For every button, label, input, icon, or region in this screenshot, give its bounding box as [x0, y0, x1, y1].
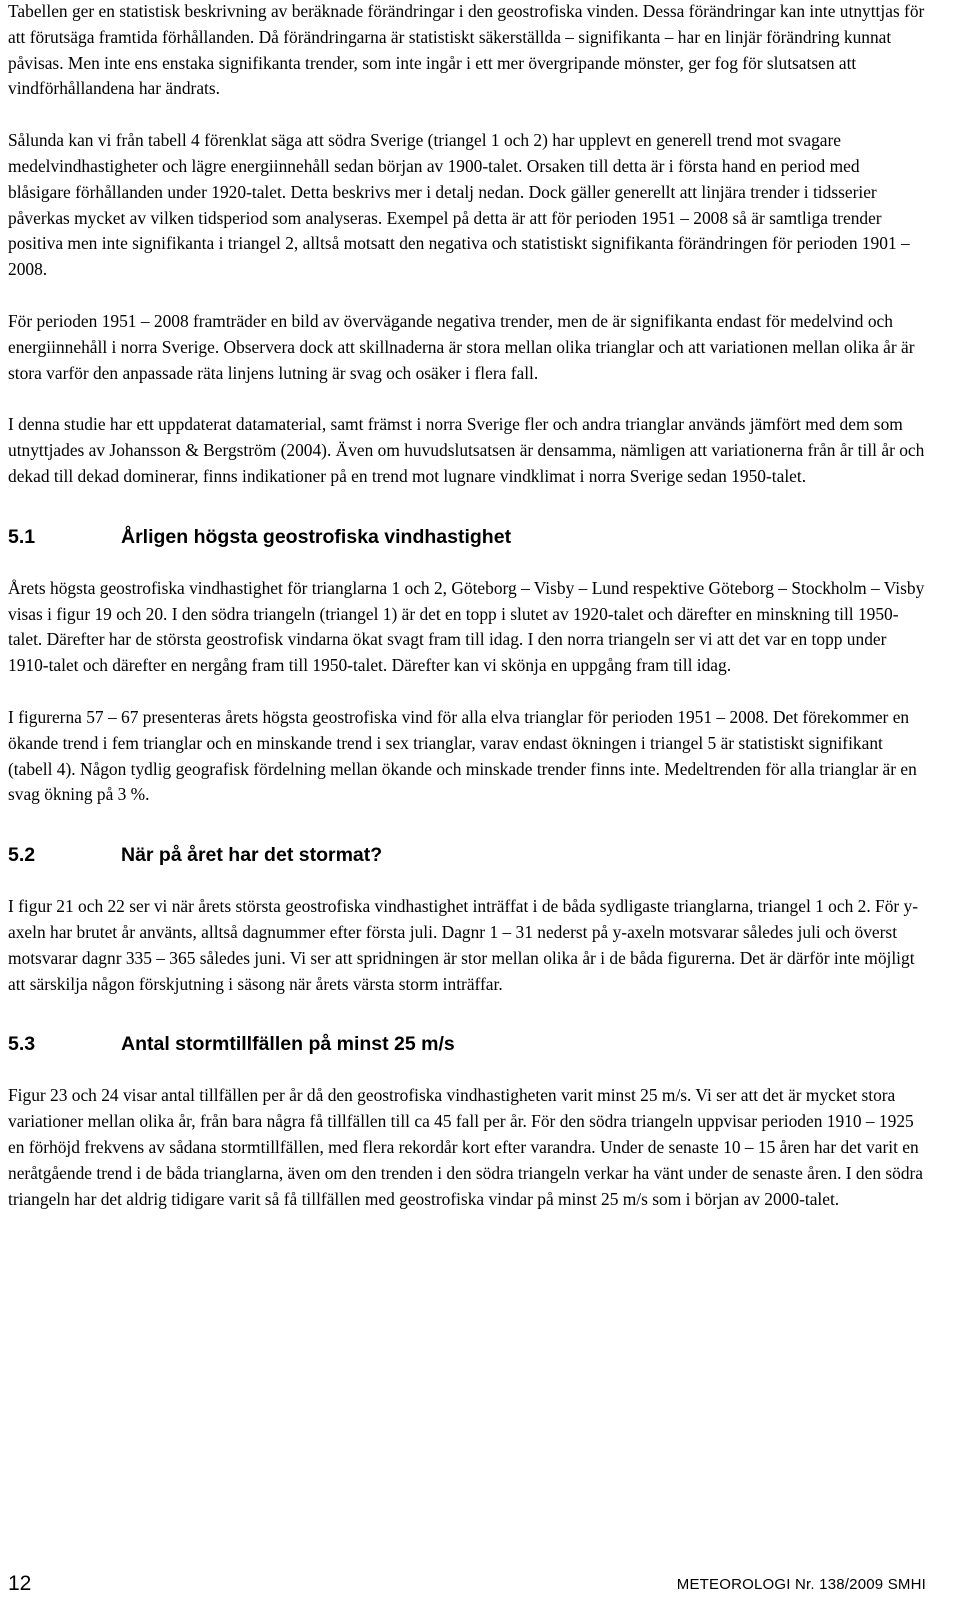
page-number: 12 [8, 1572, 32, 1595]
paragraph-intro: Tabellen ger en statistisk beskrivning av beräknade förändringar i den geostrofiska vinden. Dessa förändringar kan inte utnyttjas för att förutsäga framtida förhållanden. Då förändringarna är statistiskt säkerställda – signifikanta – har en linjär förändring kunnat påvisas. Men inte ens enstaka signifikanta trender, som inte ingår i ett mer övergripande mönster, ger fog för slutsatsen att vindförhållandena har ändrats. [8, 1, 925, 99]
paragraph-study-summary: I denna studie har ett uppdaterat datamaterial, samt främst i norra Sverige fler och andra trianglar används jämfört med dem som utnyttjades av Johansson & Bergström (2004). Även om huvudslutsatsen är densamma, nämligen att variationerna från år till år och dekad till dekad dominerar, finns indikationer på en trend mot lugnare vindklimat i norra Sverige sedan 1950-talet. [8, 414, 925, 486]
section-title: När på året har det stormat? [121, 844, 383, 867]
paragraph-5-1-b: I figurerna 57 – 67 presenteras årets högsta geostrofiska vind för alla elva trianglar för perioden 1951 – 2008. Det förekommer en ökande trend i fem trianglar och en minskande trend i sex trianglar, varav endast ökningen i triangel 5 är statistiskt signifikant (tabell 4). Någon tydlig geografisk fördelning mellan ökande och minskade trender finns inte. Medeltrenden för alla trianglar är en svag ökning på 3 %. [8, 706, 917, 805]
paragraph-period-1951-2008: För perioden 1951 – 2008 framträder en bild av övervägande negativa trender, men de är signifikanta endast för medelvind och energiinnehåll i norra Sverige. Observera dock att skillnaderna är stora mellan olika trianglar och att variationen mellan olika år är stora varför den anpassade räta linjens lutning är svag och osäker i flera fall. [8, 310, 915, 383]
paragraph-5-2: I figur 21 och 22 ser vi när årets största geostrofiska vindhastighet inträffat i de båda sydligaste trianglarna, triangel 1 och 2. För y-axeln har brutet år använts, alltså dagnummer efter första juli. Dagnr 1 – 31 nederst på y-axeln motsvarar således juli och överst motsvarar dagnr 335 – 365 således juni. Vi ser att spridningen är stor mellan olika år i de båda figurerna. Det är därför inte möjligt att särskilja någon förskjutning i säsong när årets värsta storm inträffar. [8, 896, 919, 994]
section-number: 5.2 [8, 844, 36, 867]
paragraph-southern-sweden: Sålunda kan vi från tabell 4 förenklat säga att södra Sverige (triangel 1 och 2) har upplevt en generell trend mot svagare medelvindhastigheter och lägre energiinnehåll sedan början av 1900-talet. Orsaken till detta är i första hand en period med blåsigare förhållanden under 1920-talet. Detta beskrivs mer i detalj nedan. Dock gäller generellt att linjära trender i tidsserier påverkas mycket av vilken tidsperiod som analyseras. Exempel på detta är att för perioden 1951 – 2008 så är samtliga trender positiva men inte signifikanta i triangel 2, alltså motsatt den negativa och statistiskt signifikanta förändringen för perioden 1901 – 2008. [8, 130, 910, 280]
section-heading-5-1 [8, 524, 926, 550]
publication-series: METEOROLOGI Nr. 138/2009 SMHI [676, 1576, 926, 1593]
section-number: 5.3 [8, 1033, 36, 1056]
document-page [8, 0, 926, 1212]
section-number: 5.1 [8, 525, 36, 548]
section-heading-5-2 [8, 842, 926, 868]
paragraph-5-3: Figur 23 och 24 visar antal tillfällen per år då den geostrofiska vindhastigheten varit minst 25 m/s. Vi ser att det är mycket stora variationer mellan olika år, från bara några få tillfällen till ca 45 fall per år. För den södra triangeln uppvisar perioden 1910 – 1925 en förhöjd frekvens av sådana stormtillfällen, med flera rekordår kort efter varandra. Under de senaste 10 – 15 åren har det varit en neråtgående trend i de båda trianglarna, även om den trenden i den södra triangeln verkar ha vänt under de senaste åren. I den södra triangeln har det aldrig tidigare varit så få tillfällen med geostrofiska vindar på minst 25 m/s som i början av 2000-talet. [8, 1085, 924, 1209]
page-footer [8, 1572, 926, 1598]
paragraph-5-1-a: Årets högsta geostrofiska vindhastighet för trianglarna 1 och 2, Göteborg – Visby – Lund respektive Göteborg – Stockholm – Visby visas i figur 19 och 20. I den södra triangeln (triangel 1) är det en topp i slutet av 1920-talet och därefter en minskning till 1950-talet. Därefter har de största geostrofisk vindarna ökat svagt fram till idag. I den norra triangeln ser vi att det var en topp under 1910-talet och därefter en nergång fram till 1950-talet. Därefter kan vi skönja en uppgång fram till idag. [8, 577, 925, 676]
section-title: Antal stormtillfällen på minst 25 m/s [121, 1033, 455, 1056]
section-title: Årligen högsta geostrofiska vindhastighet [121, 525, 512, 548]
section-heading-5-3 [8, 1031, 926, 1057]
